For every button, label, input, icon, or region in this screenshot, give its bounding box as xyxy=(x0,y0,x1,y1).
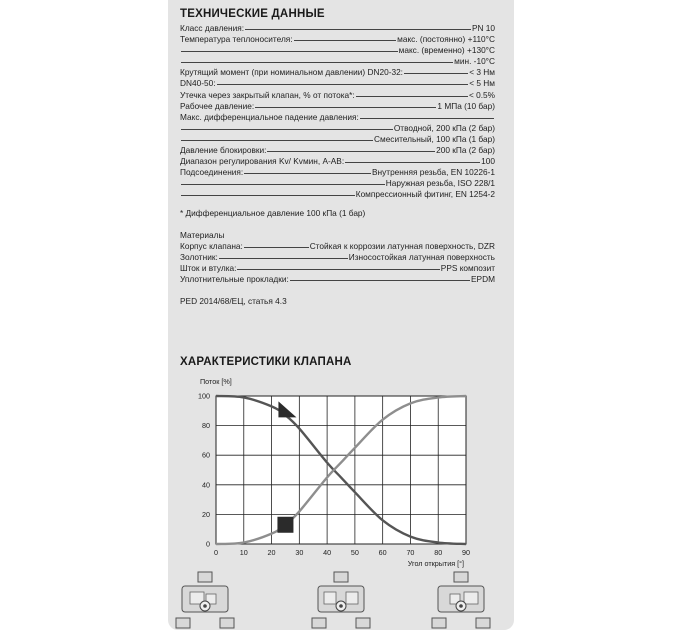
spec-leader-line xyxy=(181,62,453,63)
valve-characteristic-chart xyxy=(168,372,514,572)
spec-content xyxy=(180,8,495,307)
x-tick-label: 60 xyxy=(378,548,387,557)
spec-value: макс. (постоянно) +110°C xyxy=(397,34,495,45)
spec-leader-line xyxy=(290,280,470,281)
spec-label: Класс давления: xyxy=(180,23,245,33)
spec-value: Отводной, 200 кПа (2 бар) xyxy=(393,122,495,133)
spec-label: Рабочее давление: xyxy=(180,100,255,111)
x-tick-label: 50 xyxy=(350,548,359,557)
spec-row xyxy=(180,101,495,112)
spec-leader-line xyxy=(244,247,309,248)
spec-label: Уплотнительные прокладки: xyxy=(180,273,289,284)
spec-row xyxy=(180,134,495,145)
spec-leader-line xyxy=(267,151,435,152)
spec-value: < 3 Нм xyxy=(469,67,495,78)
y-tick-label: 40 xyxy=(202,480,210,490)
valve-diagrams xyxy=(168,570,514,630)
x-tick-label: 70 xyxy=(406,548,415,557)
spec-row xyxy=(180,34,495,45)
spec-row xyxy=(180,23,495,34)
spec-label: Подсоединения: xyxy=(180,167,244,178)
spec-label: Золотник: xyxy=(180,251,218,262)
y-tick-label: 0 xyxy=(206,539,210,549)
tech-data-title: ТЕХНИЧЕСКИЕ ДАННЫЕ xyxy=(180,8,325,20)
ped-note: PED 2014/68/ЕЦ, статья 4.3 xyxy=(180,296,287,307)
spec-row xyxy=(180,263,495,274)
spec-row xyxy=(180,112,495,123)
spec-leader-line xyxy=(181,51,398,52)
materials-list xyxy=(180,241,495,285)
spec-row xyxy=(180,78,495,89)
y-tick-label: 100 xyxy=(198,391,210,401)
x-tick-label: 90 xyxy=(462,548,470,557)
y-tick-label: 80 xyxy=(202,421,210,431)
spec-value: Внутренняя резьба, EN 10226-1 xyxy=(372,167,495,178)
spec-label: Корпус клапана: xyxy=(180,240,243,251)
spec-row xyxy=(180,252,495,263)
spec-label: Температура теплоносителя: xyxy=(180,34,293,45)
x-axis-label: Угол открытия [°] xyxy=(407,559,464,568)
plot-area xyxy=(216,396,466,544)
spec-row xyxy=(180,45,495,56)
spec-value: PN 10 xyxy=(471,23,495,33)
spec-leader-line xyxy=(181,184,385,185)
marker-square xyxy=(277,517,293,533)
spec-row xyxy=(180,67,495,78)
spec-row xyxy=(180,123,495,134)
spec-label: Шток и втулка: xyxy=(180,262,237,273)
spec-label: Диапазон регулирования Kv/ Kvмин, A-AB: xyxy=(180,156,345,167)
spec-value: 200 кПа (2 бар) xyxy=(436,145,495,156)
x-tick-label: 20 xyxy=(267,548,276,557)
spec-value: Компрессионный фитинг, EN 1254-2 xyxy=(355,189,495,200)
spec-row xyxy=(180,178,495,189)
spec-row xyxy=(180,90,495,101)
spec-label: Крутящий момент (при номинальном давлении) DN20-32: xyxy=(180,67,403,78)
tech-data-list xyxy=(180,23,495,201)
spec-value: < 5 Нм xyxy=(469,78,495,89)
x-tick-label: 80 xyxy=(434,548,443,557)
spec-value: Наружная резьба, ISO 228/1 xyxy=(385,178,495,189)
spec-leader-line xyxy=(356,96,468,97)
spec-row xyxy=(180,167,495,178)
y-tick-label: 20 xyxy=(202,509,210,519)
spec-leader-line xyxy=(245,29,471,30)
y-axis-label: Поток [%] xyxy=(200,377,232,386)
spec-row xyxy=(180,145,495,156)
spec-row xyxy=(180,241,495,252)
x-tick-label: 0 xyxy=(214,548,218,557)
spec-row xyxy=(180,56,495,67)
spec-leader-line xyxy=(181,129,393,130)
spec-value: 1 МПа (10 бар) xyxy=(437,100,495,111)
spec-value: макс. (временно) +130°C xyxy=(398,45,495,56)
spec-value: 100 xyxy=(481,156,495,167)
valve-diagram-center xyxy=(312,572,370,628)
spec-label: Давление блокировки: xyxy=(180,145,267,156)
spec-leader-line xyxy=(219,258,348,259)
spec-leader-line xyxy=(181,195,355,196)
x-tick-label: 30 xyxy=(295,548,304,557)
spec-label: DN40-50: xyxy=(180,78,216,89)
spec-leader-line xyxy=(217,84,469,85)
spec-row xyxy=(180,156,495,167)
x-tick-label: 40 xyxy=(323,548,332,557)
tech-footnote: * Дифференциальное давление 100 кПа (1 бар) xyxy=(180,207,366,218)
spec-leader-line xyxy=(360,118,494,119)
spec-leader-line xyxy=(255,107,436,108)
spec-value: мин. -10°C xyxy=(454,56,495,67)
spec-value: < 0.5% xyxy=(468,89,495,100)
spec-leader-line xyxy=(181,140,373,141)
y-tick-label: 60 xyxy=(202,450,210,460)
spec-label: Утечка через закрытый клапан, % от потока*: xyxy=(180,89,355,100)
spec-row xyxy=(180,274,495,285)
spec-leader-line xyxy=(345,162,480,163)
spec-value: PPS композит xyxy=(440,262,495,273)
characteristics-title: ХАРАКТЕРИСТИКИ КЛАПАНА xyxy=(180,356,352,368)
spec-leader-line xyxy=(404,73,468,74)
spec-leader-line xyxy=(244,173,371,174)
materials-title: Материалы xyxy=(180,229,225,240)
spec-label: Макс. дифференциальное падение давления: xyxy=(180,111,359,122)
spec-leader-line xyxy=(294,40,397,41)
spec-leader-line xyxy=(237,269,439,270)
spec-value: Смесительный, 100 кПа (1 бар) xyxy=(374,133,495,144)
valve-diagram-left xyxy=(176,572,234,628)
spec-value: Стойкая к коррозии латунная поверхность, DZR xyxy=(309,240,495,251)
x-tick-label: 10 xyxy=(239,548,248,557)
spec-value: EPDM xyxy=(471,273,495,284)
valve-diagram-right xyxy=(432,572,490,628)
spec-value: Износостойкая латунная поверхность xyxy=(348,251,495,262)
spec-row xyxy=(180,189,495,200)
